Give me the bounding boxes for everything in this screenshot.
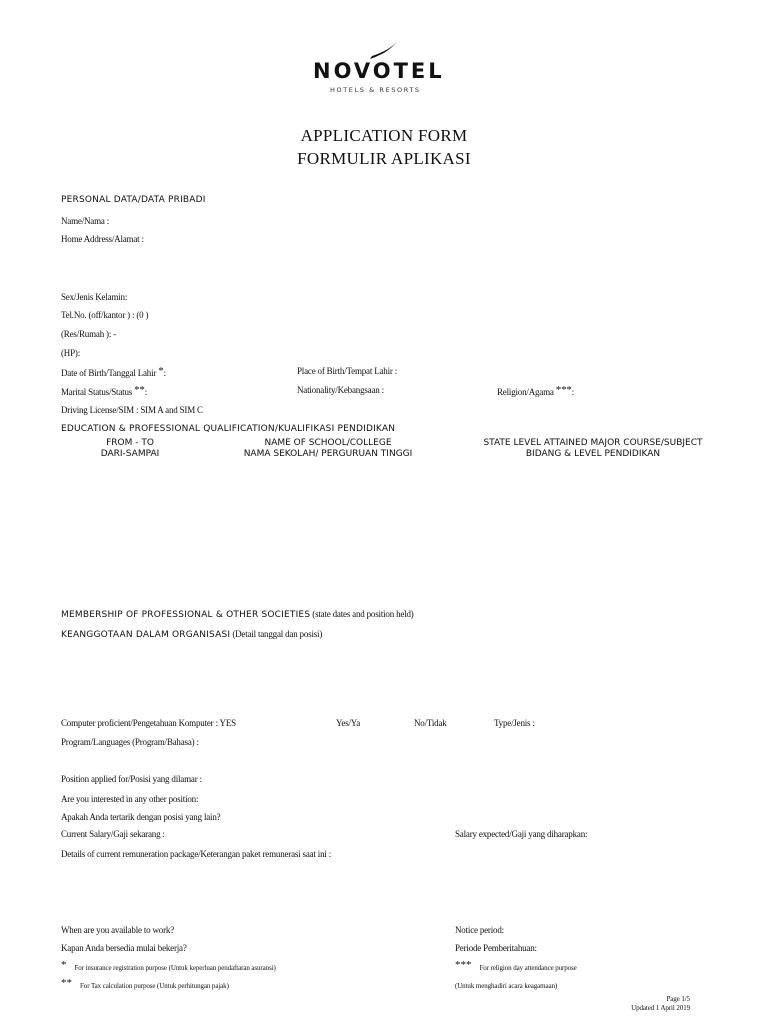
membership-id-caps: KEANGGOTAAN DALAM ORGANISASI (61, 630, 231, 640)
computer-yes-option: Yes/Ya (336, 718, 360, 728)
col-level-en: STATE LEVEL ATTAINED MAJOR COURSE/SUBJECT (483, 438, 703, 448)
col-level-id: BIDANG & LEVEL PENDIDIKAN (525, 449, 661, 459)
remuneration-label: Details of current remuneration package/Keterangan paket remunerasi saat ini : (61, 849, 332, 859)
expected-salary-label: Salary expected/Gaji yang diharapkan: (455, 829, 588, 839)
updated-date: Updated 1 April 2019 (631, 1004, 690, 1012)
sex-label: Sex/Jenis Kelamin: (61, 292, 128, 302)
footnote-1-mark: * (61, 959, 67, 971)
footnote-2-text: For Tax calculation purpose (Untuk perhitungan pajak) (80, 982, 229, 990)
footnote-2-mark: ** (61, 977, 72, 989)
form-title: APPLICATION FORM (300, 126, 468, 145)
computer-no-option: No/Tidak (414, 718, 447, 728)
membership-line-en (61, 604, 414, 622)
notice-period-label: Notice period: (455, 925, 504, 935)
notice-period-id: Periode Pemberitahuan: (455, 943, 537, 953)
col-level (466, 438, 720, 460)
logo-brand: NOVOTEL (313, 59, 445, 83)
footnote-insurance (61, 957, 276, 975)
name-label: Name/Nama : (61, 216, 110, 226)
computer-label: Computer proficient/Pengetahuan Komputer : YES (61, 718, 236, 728)
hp-label: (HP): (61, 348, 80, 358)
col-from-to (60, 438, 200, 460)
dob-footnote-mark: * (158, 365, 164, 377)
footnote-religion-id: (Untuk menghadiri acara keagamaan) (455, 982, 558, 990)
nationality-label: Nationality/Kebangsaan : (297, 385, 384, 395)
program-label: Program/Languages (Program/Bahasa) : (61, 737, 199, 747)
dob-label (61, 365, 166, 378)
available-en: When are you available to work? (61, 925, 174, 935)
marital-footnote-mark: ** (134, 384, 145, 396)
position-applied-label: Position applied for/Posisi yang dilamar : (61, 774, 202, 784)
novotel-logo (300, 36, 468, 98)
marital-text: Marital Status/Status (61, 387, 133, 397)
footnote-3-text: For religion day attendance purpose (479, 964, 577, 972)
membership-line-id (61, 624, 322, 642)
pob-label: Place of Birth/Tempat Lahir : (297, 366, 398, 376)
religion-text: Religion/Agama (497, 387, 554, 397)
education-heading: EDUCATION & PROFESSIONAL QUALIFICATION/KUALIFIKASI PENDIDIKAN (61, 424, 396, 434)
other-position-id: Apakah Anda tertarik dengan posisi yang lain? (61, 812, 221, 822)
tel-office-label: Tel.No. (off/kantor ) : (0 ) (61, 310, 149, 320)
license-label: Driving License/SIM : SIM A and SIM C (61, 405, 203, 415)
other-position-en: Are you interested in any other position: (61, 794, 199, 804)
footnote-tax (61, 975, 229, 993)
dob-colon: : (163, 368, 166, 378)
membership-id-rest: (Detail tanggal dan posisi) (230, 629, 323, 639)
religion-footnote-mark: *** (555, 384, 572, 396)
page-number: Page 1/5 (666, 995, 690, 1003)
membership-en-rest: (state dates and position held) (310, 609, 414, 619)
footnote-1-text: For insurance registration purpose (Untuk keperluan pendaftaran asuransi) (74, 964, 276, 972)
footnote-religion (455, 957, 577, 975)
col-school (228, 438, 428, 460)
religion-label (497, 384, 574, 397)
col-school-id: NAMA SEKOLAH/ PERGURUAN TINGGI (243, 449, 413, 459)
address-label: Home Address/Alamat : (61, 234, 144, 244)
footnote-3-mark: *** (455, 959, 472, 971)
marital-colon: : (144, 387, 148, 397)
membership-en-caps: MEMBERSHIP OF PROFESSIONAL & OTHER SOCIETIES (61, 610, 311, 620)
dob-text: Date of Birth/Tanggal Lahir (61, 368, 157, 378)
col-from-to-en: FROM - TO (106, 438, 154, 448)
tel-home-label: (Res/Rumah ): - (61, 329, 116, 339)
logo-tagline: HOTELS & RESORTS (330, 86, 421, 94)
personal-data-heading: PERSONAL DATA/DATA PRIBADI (61, 195, 206, 205)
form-subtitle: FORMULIR APLIKASI (297, 149, 471, 168)
current-salary-label: Current Salary/Gaji sekarang : (61, 829, 165, 839)
available-id: Kapan Anda bersedia mulai bekerja? (61, 943, 187, 953)
col-from-to-id: DARI-SAMPAI (100, 449, 160, 459)
computer-type-label: Type/Jenis : (494, 718, 535, 728)
religion-colon: : (571, 387, 574, 397)
col-school-en: NAME OF SCHOOL/COLLEGE (264, 438, 392, 448)
marital-label (61, 384, 147, 397)
